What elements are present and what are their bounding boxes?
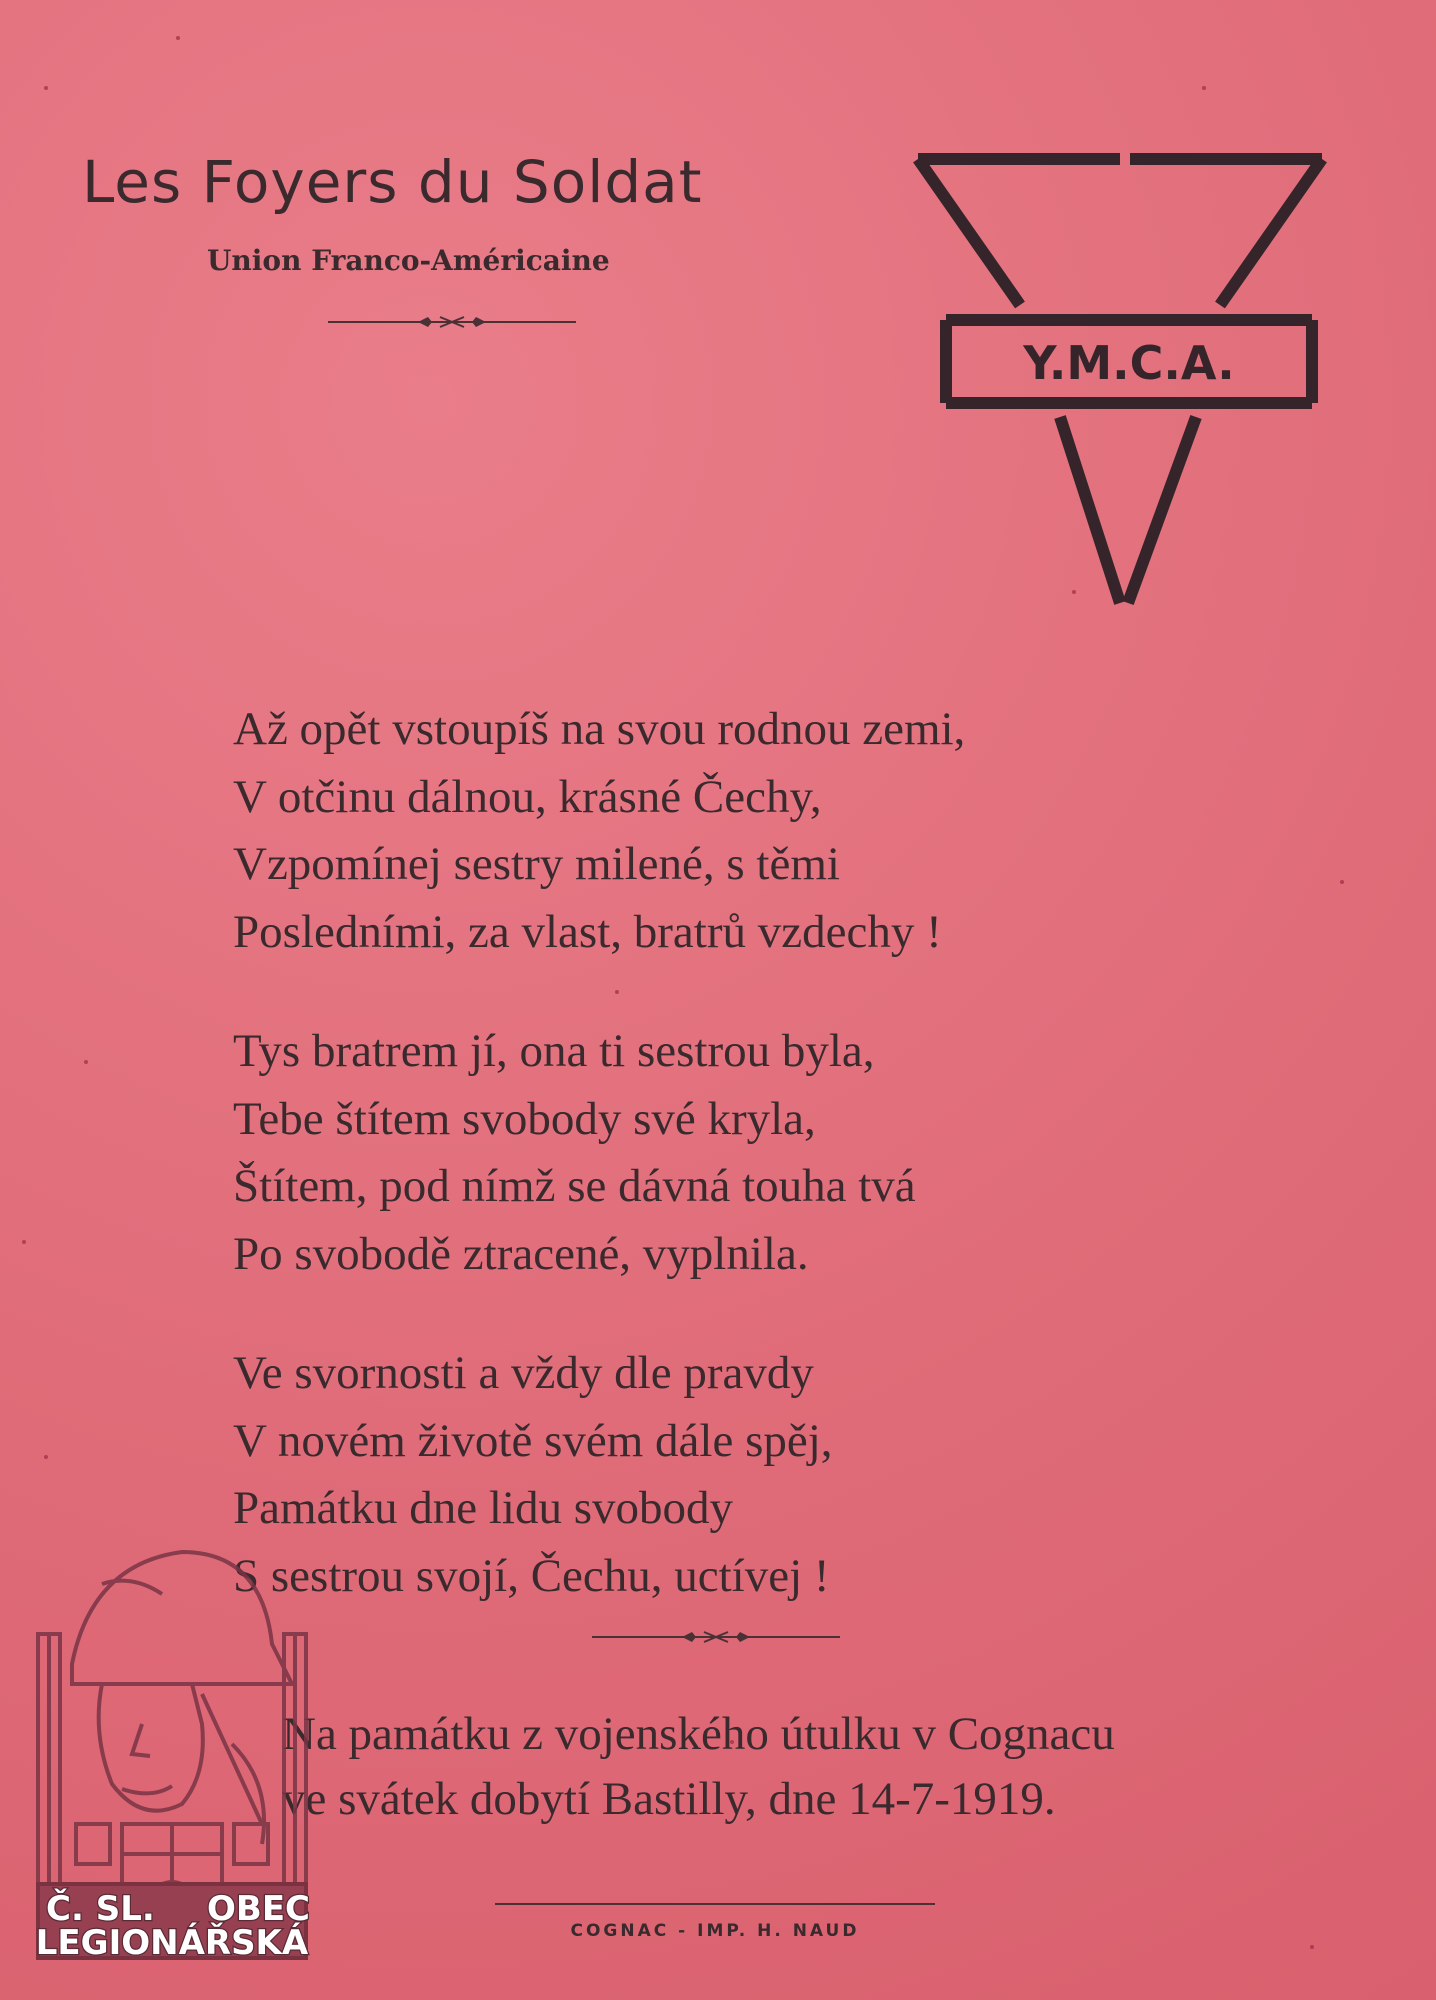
paper-speck — [1202, 86, 1206, 90]
poem-stanza-3 — [233, 1340, 1233, 1610]
poem-line: Památku dne lidu svobody — [233, 1482, 733, 1534]
paper-speck — [1310, 1945, 1314, 1949]
dedication-line: Na památku z vojenského útulku v Cognacu — [282, 1708, 1115, 1760]
poem-line: Posledními, za vlast, bratrů vzdechy ! — [233, 905, 942, 958]
poem-line: Ve svornosti a vždy dle pravdy — [233, 1347, 814, 1399]
poem — [233, 696, 1233, 1662]
organization-subtitle: Union Franco-Américaine — [207, 244, 610, 277]
printer-imprint: COGNAC - IMP. H. NAUD — [495, 1903, 935, 1941]
ymca-triangle-logo — [910, 145, 1330, 615]
poem-line: Štítem, pod nímž se dávná touha tvá — [233, 1160, 916, 1212]
stamp-text-line1: Č. SL. — [46, 1889, 155, 1929]
poem-stanza-2 — [233, 1018, 1233, 1288]
stamp-text-line2: LEGIONÁŘSKÁ — [35, 1923, 309, 1963]
poem-line: Tys bratrem jí, ona ti sestrou byla, — [233, 1025, 875, 1077]
paper-speck — [22, 1240, 26, 1244]
paper-speck — [176, 36, 180, 40]
ymca-logo-text: Y.M.C.A. — [1023, 336, 1235, 390]
organization-title: Les Foyers du Soldat — [82, 148, 703, 216]
poem-line: Vzpomínej sestry milené, s těmi — [233, 838, 840, 890]
paper-speck — [44, 1455, 48, 1459]
paper-speck — [1340, 880, 1344, 884]
top-ornament-divider — [328, 312, 576, 332]
dedication-line: ve svátek dobytí Bastilly, dne 14-7-1919. — [282, 1773, 1056, 1825]
paper-speck — [84, 1060, 88, 1064]
poem-line: V novém životě svém dále spěj, — [233, 1414, 833, 1467]
bottom-ornament-divider — [592, 1627, 840, 1647]
dedication — [282, 1702, 1115, 1832]
poem-line: V otčinu dálnou, krásné Čechy, — [233, 770, 822, 823]
legion-archive-stamp — [32, 1524, 312, 1964]
poem-line: S sestrou svojí, Čechu, uctívej ! — [233, 1549, 830, 1602]
stamp-text-line1b: OBEC — [207, 1889, 310, 1929]
poem-line: Po svobodě ztracené, vyplnila. — [233, 1227, 809, 1280]
paper-speck — [44, 86, 48, 90]
poem-line: Tebe štítem svobody své kryla, — [233, 1092, 816, 1145]
poem-stanza-1 — [233, 696, 1233, 966]
poem-line: Až opět vstoupíš na svou rodnou zemi, — [233, 703, 966, 755]
